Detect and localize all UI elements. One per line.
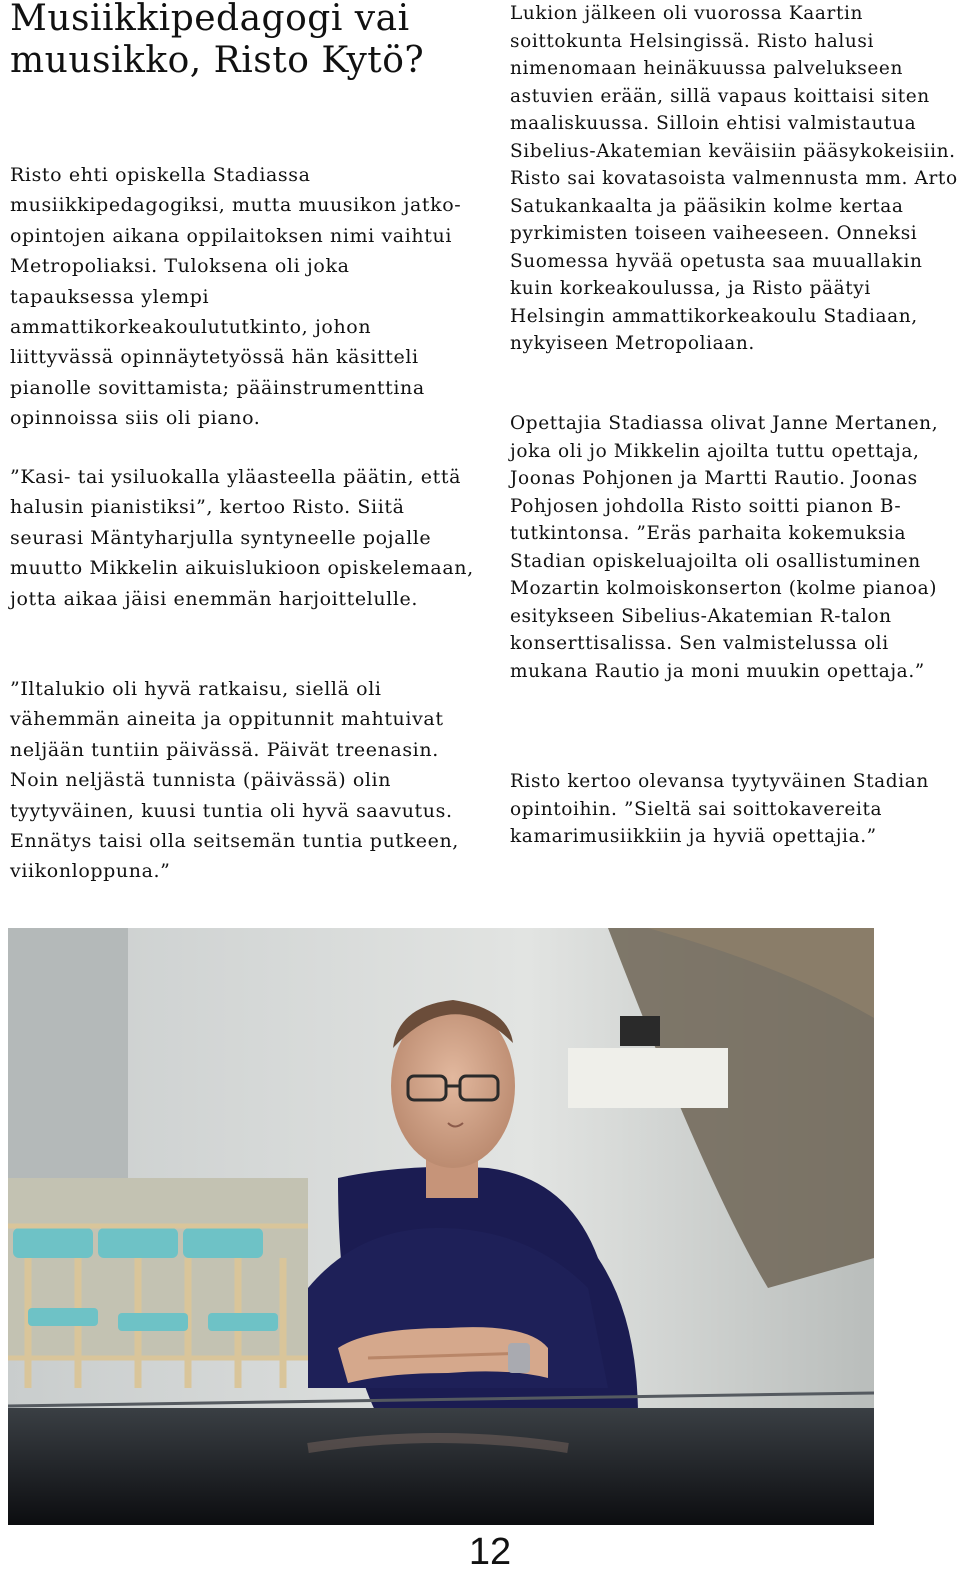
paragraph-intro: Risto ehti opiskella Stadiassa musiikkipedagogiksi, mutta muusikon jatko-opintojen aikana oppilaitoksen nimi vaihtui Metropoliaksi. Tuloksena oli joka tapauksessa ylempi ammattikorkeakoulututkinto, johon liittyvässä opinnäytetyössä hän käsitteli pianolle sovittamista; pääinstrumenttina opinnoissa siis oli piano. — [10, 164, 462, 430]
page-number: 12 — [468, 1531, 512, 1573]
paragraph-quote-evening-school: ”Iltalukio oli hyvä ratkaisu, siellä oli vähemmän aineita ja oppitunnit mahtuivat neljään tuntiin päivässä. Päivät treenasin. Noin neljästä tunnista (päivässä) olin tyytyväinen, kuusi tuntia oli hyvä saavutus. Ennätys taisi olla seitsemän tuntia putkeen, viikonloppuna.” — [10, 678, 459, 883]
paragraph-satisfied: Risto kertoo olevansa tyytyväinen Stadian opintoihin. ”Sieltä sai soittokavereita kamarimusiikkiin ja hyviä opettajia.” — [510, 771, 929, 847]
article-title: Musiikkipedagogi vai muusikko, Risto Kytö? — [10, 0, 425, 81]
paragraph-teachers: Opettajia Stadiassa olivat Janne Mertanen, joka oli jo Mikkelin ajoilta tuttu opettaja, Joonas Pohjonen ja Martti Rautio. Joonas Pohjosen johdolla Risto soitti pianon B-tutkintonsa. ”Eräs parhaita kokemuksia Stadian opiskeluajoilta oli osallistuminen Mozartin kolmoiskonserton (kolme pianoa) esitykseen Sibelius-Akatemian R-talon konserttisalissa. Sen valmistelussa oli mukana Rautio ja moni muukin opettaja.” — [510, 413, 939, 682]
paragraph-quote-pianist: ”Kasi- tai ysiluokalla yläasteella päätin, että halusin pianistiksi”, kertoo Risto. Siitä seurasi Mäntyharjulla syntyneelle pojalle muutto Mikkelin aikuislukioon opiskelemaan, jotta aikaa jäisi enemmän harjoittelulle. — [10, 466, 474, 610]
portrait-photo — [8, 928, 874, 1525]
paragraph-military-band: Lukion jälkeen oli vuorossa Kaartin soittokunta Helsingissä. Risto halusi nimenomaan heinäkuussa palvelukseen astuvien erään, sillä vapaus koittaisi siten maaliskuussa. Silloin ehtisi valmistautua Sibelius-Akatemian keväisiin pääsykokeisiin. Risto sai kovatasoista valmennusta mm. Arto Satukankaalta ja pääsikin kolme kertaa pyrkimisten toiseen vaiheeseen. Onneksi Suomessa hyvää opetusta saa muuallakin kuin korkeakoulussa, ja Risto päätyi Helsingin ammattikorkeakoulu Stadiaan, nykyiseen Metropoliaan. — [510, 3, 958, 354]
